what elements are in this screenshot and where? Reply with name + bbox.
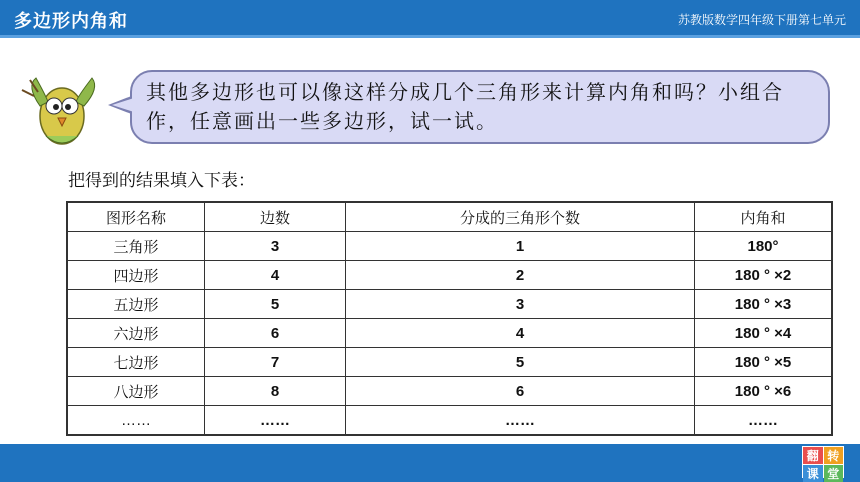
sides-cell: 5 (205, 290, 346, 319)
logo-char: 课 (803, 465, 823, 482)
angle-sum-cell: 180 ° ×4 (695, 319, 833, 348)
header-shape-name: 图形名称 (67, 202, 205, 232)
table-row (67, 406, 832, 436)
shape-name-cell: 五边形 (67, 290, 205, 319)
page-title: 多边形内角和 (14, 11, 128, 32)
speech-bubble (130, 70, 830, 144)
triangle-count-cell: 3 (346, 290, 695, 319)
triangle-count-cell: 4 (346, 319, 695, 348)
triangle-count-cell: 2 (346, 261, 695, 290)
sides-cell: 6 (205, 319, 346, 348)
sides-cell: 3 (205, 232, 346, 261)
flipped-classroom-logo (802, 446, 844, 481)
table-row (67, 261, 832, 290)
logo-char: 翻 (803, 447, 823, 464)
shape-name-cell: 七边形 (67, 348, 205, 377)
polygon-angle-table (66, 201, 833, 436)
sides-cell: 8 (205, 377, 346, 406)
table-header-row (67, 202, 832, 232)
angle-sum-cell: 180 ° ×3 (695, 290, 833, 319)
table-row (67, 319, 832, 348)
table-row (67, 290, 832, 319)
header-divider (0, 35, 860, 38)
triangle-count-cell: …… (346, 406, 695, 436)
cartoon-mascot-icon (16, 66, 106, 154)
speech-text: 其他多边形也可以像这样分成几个三角形来计算内角和吗？小组合作，任意画出一些多边形，试一试。 (146, 80, 784, 133)
logo-char: 堂 (824, 465, 844, 482)
footer-bar (0, 444, 860, 482)
triangle-count-cell: 6 (346, 377, 695, 406)
angle-sum-cell: …… (695, 406, 833, 436)
angle-sum-cell: 180 ° ×6 (695, 377, 833, 406)
shape-name-cell: …… (67, 406, 205, 436)
header-bar (0, 0, 860, 38)
angle-sum-cell: 180 ° ×2 (695, 261, 833, 290)
angle-sum-cell: 180° (695, 232, 833, 261)
sides-cell: 7 (205, 348, 346, 377)
table-row (67, 348, 832, 377)
sides-cell: 4 (205, 261, 346, 290)
page-subtitle: 苏教版数学四年级下册第七单元 (677, 13, 846, 27)
angle-sum-cell: 180 ° ×5 (695, 348, 833, 377)
shape-name-cell: 三角形 (67, 232, 205, 261)
header-triangle-count: 分成的三角形个数 (346, 202, 695, 232)
triangle-count-cell: 1 (346, 232, 695, 261)
shape-name-cell: 六边形 (67, 319, 205, 348)
shape-name-cell: 八边形 (67, 377, 205, 406)
logo-char: 转 (824, 447, 844, 464)
instruction-text: 把得到的结果填入下表： (68, 171, 255, 191)
shape-name-cell: 四边形 (67, 261, 205, 290)
triangle-count-cell: 5 (346, 348, 695, 377)
header-sides: 边数 (205, 202, 346, 232)
table-row (67, 232, 832, 261)
header-angle-sum: 内角和 (695, 202, 833, 232)
table-row (67, 377, 832, 406)
speech-bubble-tail-inner (112, 98, 134, 112)
sides-cell: …… (205, 406, 346, 436)
